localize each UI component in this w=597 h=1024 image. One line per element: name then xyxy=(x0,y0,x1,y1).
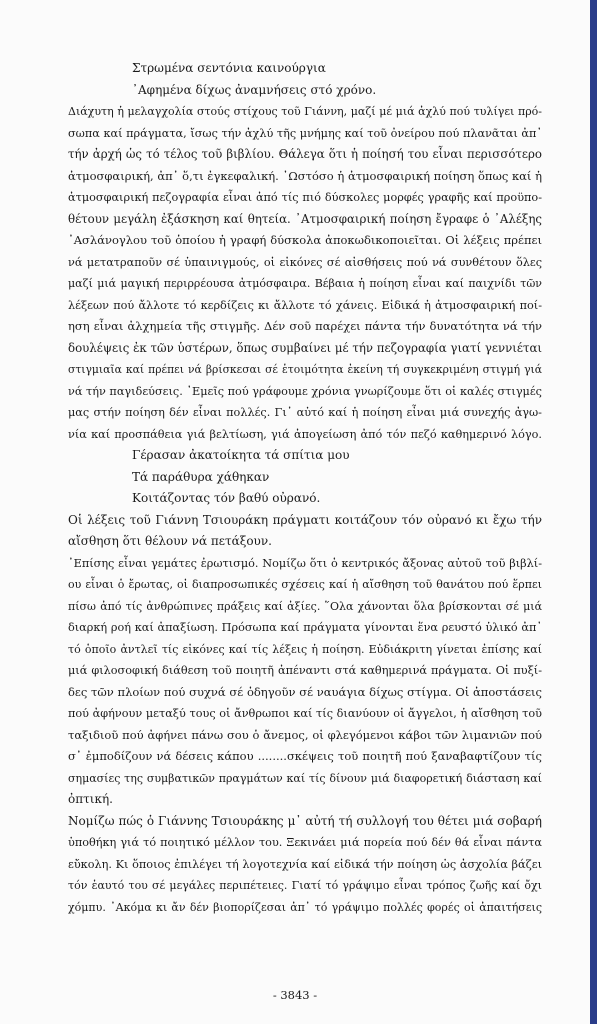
text-line: στιγμιαῖα καί πρέπει νά βρίσκεσαι σέ ἑτοιμότητα ἐκείνη τή συγκεκριμένη στιγμή γιά xyxy=(68,363,542,376)
text-line: διαρκή ροή καί ἀπαξίωση. Πρόσωπα καί πράγματα γίνονται ἕνα ρευστό ὑλικό ἀπ᾽ xyxy=(68,621,542,634)
text-line: ἀτμοσφαιρική πεζογραφία εἶναι ἀπό τίς πιό δύσκολες μορφές γραφῆς καί προϋπο- xyxy=(68,191,542,204)
text-line: μιά φιλοσοφική διάθεση τοῦ ποιητῆ ἀπέναντι στά καθημερινά πράγματα. Οἱ πυξί- xyxy=(68,664,542,677)
text-line: ου εἶναι ὁ ἔρωτας, οἱ διαπροσωπικές σχέσεις καί ἡ αἴσθηση τοῦ θανάτου πού ἕρπει xyxy=(68,578,542,591)
text-line: μαζί μιά μαγική περιρρέουσα ἀτμόσφαιρα. Βέβαια ἡ ποίηση εἶναι καί παιχνίδι τῶν xyxy=(68,277,542,290)
page-text xyxy=(68,58,542,918)
text-line: νά μετατραποῦν σέ ὑπαινιγμούς, οἱ εἰκόνες σέ αἰσθήσεις πού νά συνθέτουν ὅλες xyxy=(68,255,542,269)
text-line: δες τῶν πλοίων πού συχνά σέ ὁδηγοῦν σέ ναυάγια δίχως στίγμα. Οἱ ἀποστάσεις xyxy=(68,684,542,699)
verse-line: ᾽Αφημένα δίχως ἀναμνήσεις στό χρόνο. xyxy=(132,82,377,97)
text-line: αἴσθηση ὅτι θέλουν νά πετάξουν. xyxy=(68,534,272,548)
text-line: Οἱ λέξεις τοῦ Γιάννη Τσιουράκη πράγματι κοιτάζουν τόν οὐρανό κι ἔχω τήν xyxy=(68,512,542,527)
text-line: σωπα καί πράγματα, ἴσως τήν ἀχλύ τῆς μνήμης καί τοῦ ὀνείρου πού πλανᾶται ἀπ᾽ xyxy=(68,126,542,140)
text-line: ὀπτική. xyxy=(68,792,113,806)
text-line: ἀτμοσφαιρική, ἀπ᾽ ὅ,τι ἐγκεφαλική. ᾽Ωστόσο ἡ ἀτμοσφαιρική ποίηση ὅπως καί ἡ xyxy=(68,168,542,183)
text-line: σ᾽ ἐμποδίζουν νά δέσεις κάπου ........σκέψεις τοῦ ποιητῆ πού ξαναβαφτίζουν τίς xyxy=(68,749,542,763)
text-line: τό ὁποῖο ἀντλεῖ τίς εἰκόνες καί τίς λέξεις ἡ ποίηση. Εὐδιάκριτη γίνεται ἐπίσης καί xyxy=(68,642,542,656)
text-line: ᾽Επίσης εἶναι γεμάτες ἐρωτισμό. Νομίζω ὅτι ὁ κεντρικός ἄξονας αὐτοῦ τοῦ βιβλί- xyxy=(68,556,542,570)
page-number: - 3843 - xyxy=(272,988,318,1002)
verse-line: Γέρασαν ἀκατοίκητα τά σπίτια μου xyxy=(132,448,350,462)
text-line: δουλέψεις ἐκ τῶν ὑστέρων, ὅπως συμβαίνει μέ τήν πεζογραφία γιατί γεννιέται xyxy=(68,340,542,355)
text-line: Διάχυτη ἡ μελαγχολία στούς στίχους τοῦ Γιάννη, μαζί μέ μιά ἀχλύ πού τυλίγει πρό- xyxy=(68,105,542,118)
text-line: νά τήν παγιδεύσεις. ᾽Εμεῖς πού γράφουμε χρόνια γνωρίζουμε ὅτι οἱ καλές στιγμές xyxy=(68,384,542,398)
text-line: χόμπυ. ᾽Ακόμα κι ἄν δέν βιοπορίζεσαι ἀπ᾽ τό γράψιμο πολλές φορές οἱ ἀπαιτήσεις xyxy=(68,900,542,914)
text-line: νία καί προσπάθεια γιά βελτίωση, γιά ἀπογείωση ἀπό τόν πεζό καθημερινό λόγο. xyxy=(68,427,542,441)
text-line: λέξεων πού ἄλλοτε τό κερδίζεις κι ἄλλοτε τό χάνεις. Εἰδικά ἡ ἀτμοσφαιρική ποί- xyxy=(68,298,542,312)
text-line: τήν ἀρχή ὡς τό τέλος τοῦ βιβλίου. Θάλεγα ὅτι ἡ ποίησή του εἶναι περισσότερο xyxy=(68,147,542,161)
verse-line: Στρωμένα σεντόνια καινούργια xyxy=(132,61,326,75)
text-line: σημασίες της συμβατικῶν πραγμάτων καί τίς δίνουν μιά διαφορετική διάσταση καί xyxy=(68,771,542,785)
text-line: ᾽Ασλάνογλου τοῦ ὁποίου ἡ γραφή δύσκολα ἀποκωδικοποιεῖται. Οἱ λέξεις πρέπει xyxy=(68,233,542,247)
text-line: θέτουν μεγάλη ἐξάσκηση καί θητεία. ᾽Ατμοσφαιρική ποίηση ἔγραφε ὁ ᾽Αλέξης xyxy=(68,211,542,226)
verse-line: Τά παράθυρα χάθηκαν xyxy=(132,469,270,484)
text-line: Νομίζω πώς ὁ Γιάννης Τσιουράκης μ᾽ αὐτή τή συλλογή του θέτει μιά σοβαρή xyxy=(68,813,542,828)
text-line: μας στήν ποίηση δέν εἶναι πολλές. Γι᾽ αὐτό καί ἡ ποίηση εἶναι μιά συνεχής ἀγω- xyxy=(68,406,542,419)
verse-line: Κοιτάζοντας τόν βαθύ οὐρανό. xyxy=(132,491,321,505)
text-line: ὑποθήκη γιά τό ποιητικό μέλλον του. Ξεκινάει μιά πορεία πού δέν θά εἶναι πάντα xyxy=(68,836,542,849)
text-line: τόν ἑαυτό του σέ μεγάλες περιπέτειες. Γιατί τό γράψιμο εἶναι τρόπος ζωῆς καί ὄχι xyxy=(68,879,542,892)
text-line: ταξιδιοῦ πού ἀφήνει πάνω σου ὁ ἄνεμος, οἱ φλεγόμενοι κάβοι τῶν λιμανιῶν πού xyxy=(68,727,542,742)
text-line: εὔκολη. Κι ὅποιος ἐπιλέγει τή λογοτεχνία καί εἰδικά τήν ποίηση ὡς ἀσχολία βάζει xyxy=(68,857,542,871)
text-line: πού ἀφήνουν μεταξύ τους οἱ ἄνθρωποι καί τίς διανύουν οἱ ἄγγελοι, ἡ αἴσθηση τοῦ xyxy=(68,707,542,720)
text-line: ηση εἶναι ἀλχημεία τῆς στιγμῆς. Δέν σοῦ παρέχει πάντα τήν δυνατότητα νά τήν xyxy=(68,319,542,333)
text-line: πίσω ἀπό τίς ἀνθρώπινες πράξεις καί ἀξίες. ῞Ολα χάνονται ὅλα βρίσκονται σέ μιά xyxy=(68,599,542,613)
